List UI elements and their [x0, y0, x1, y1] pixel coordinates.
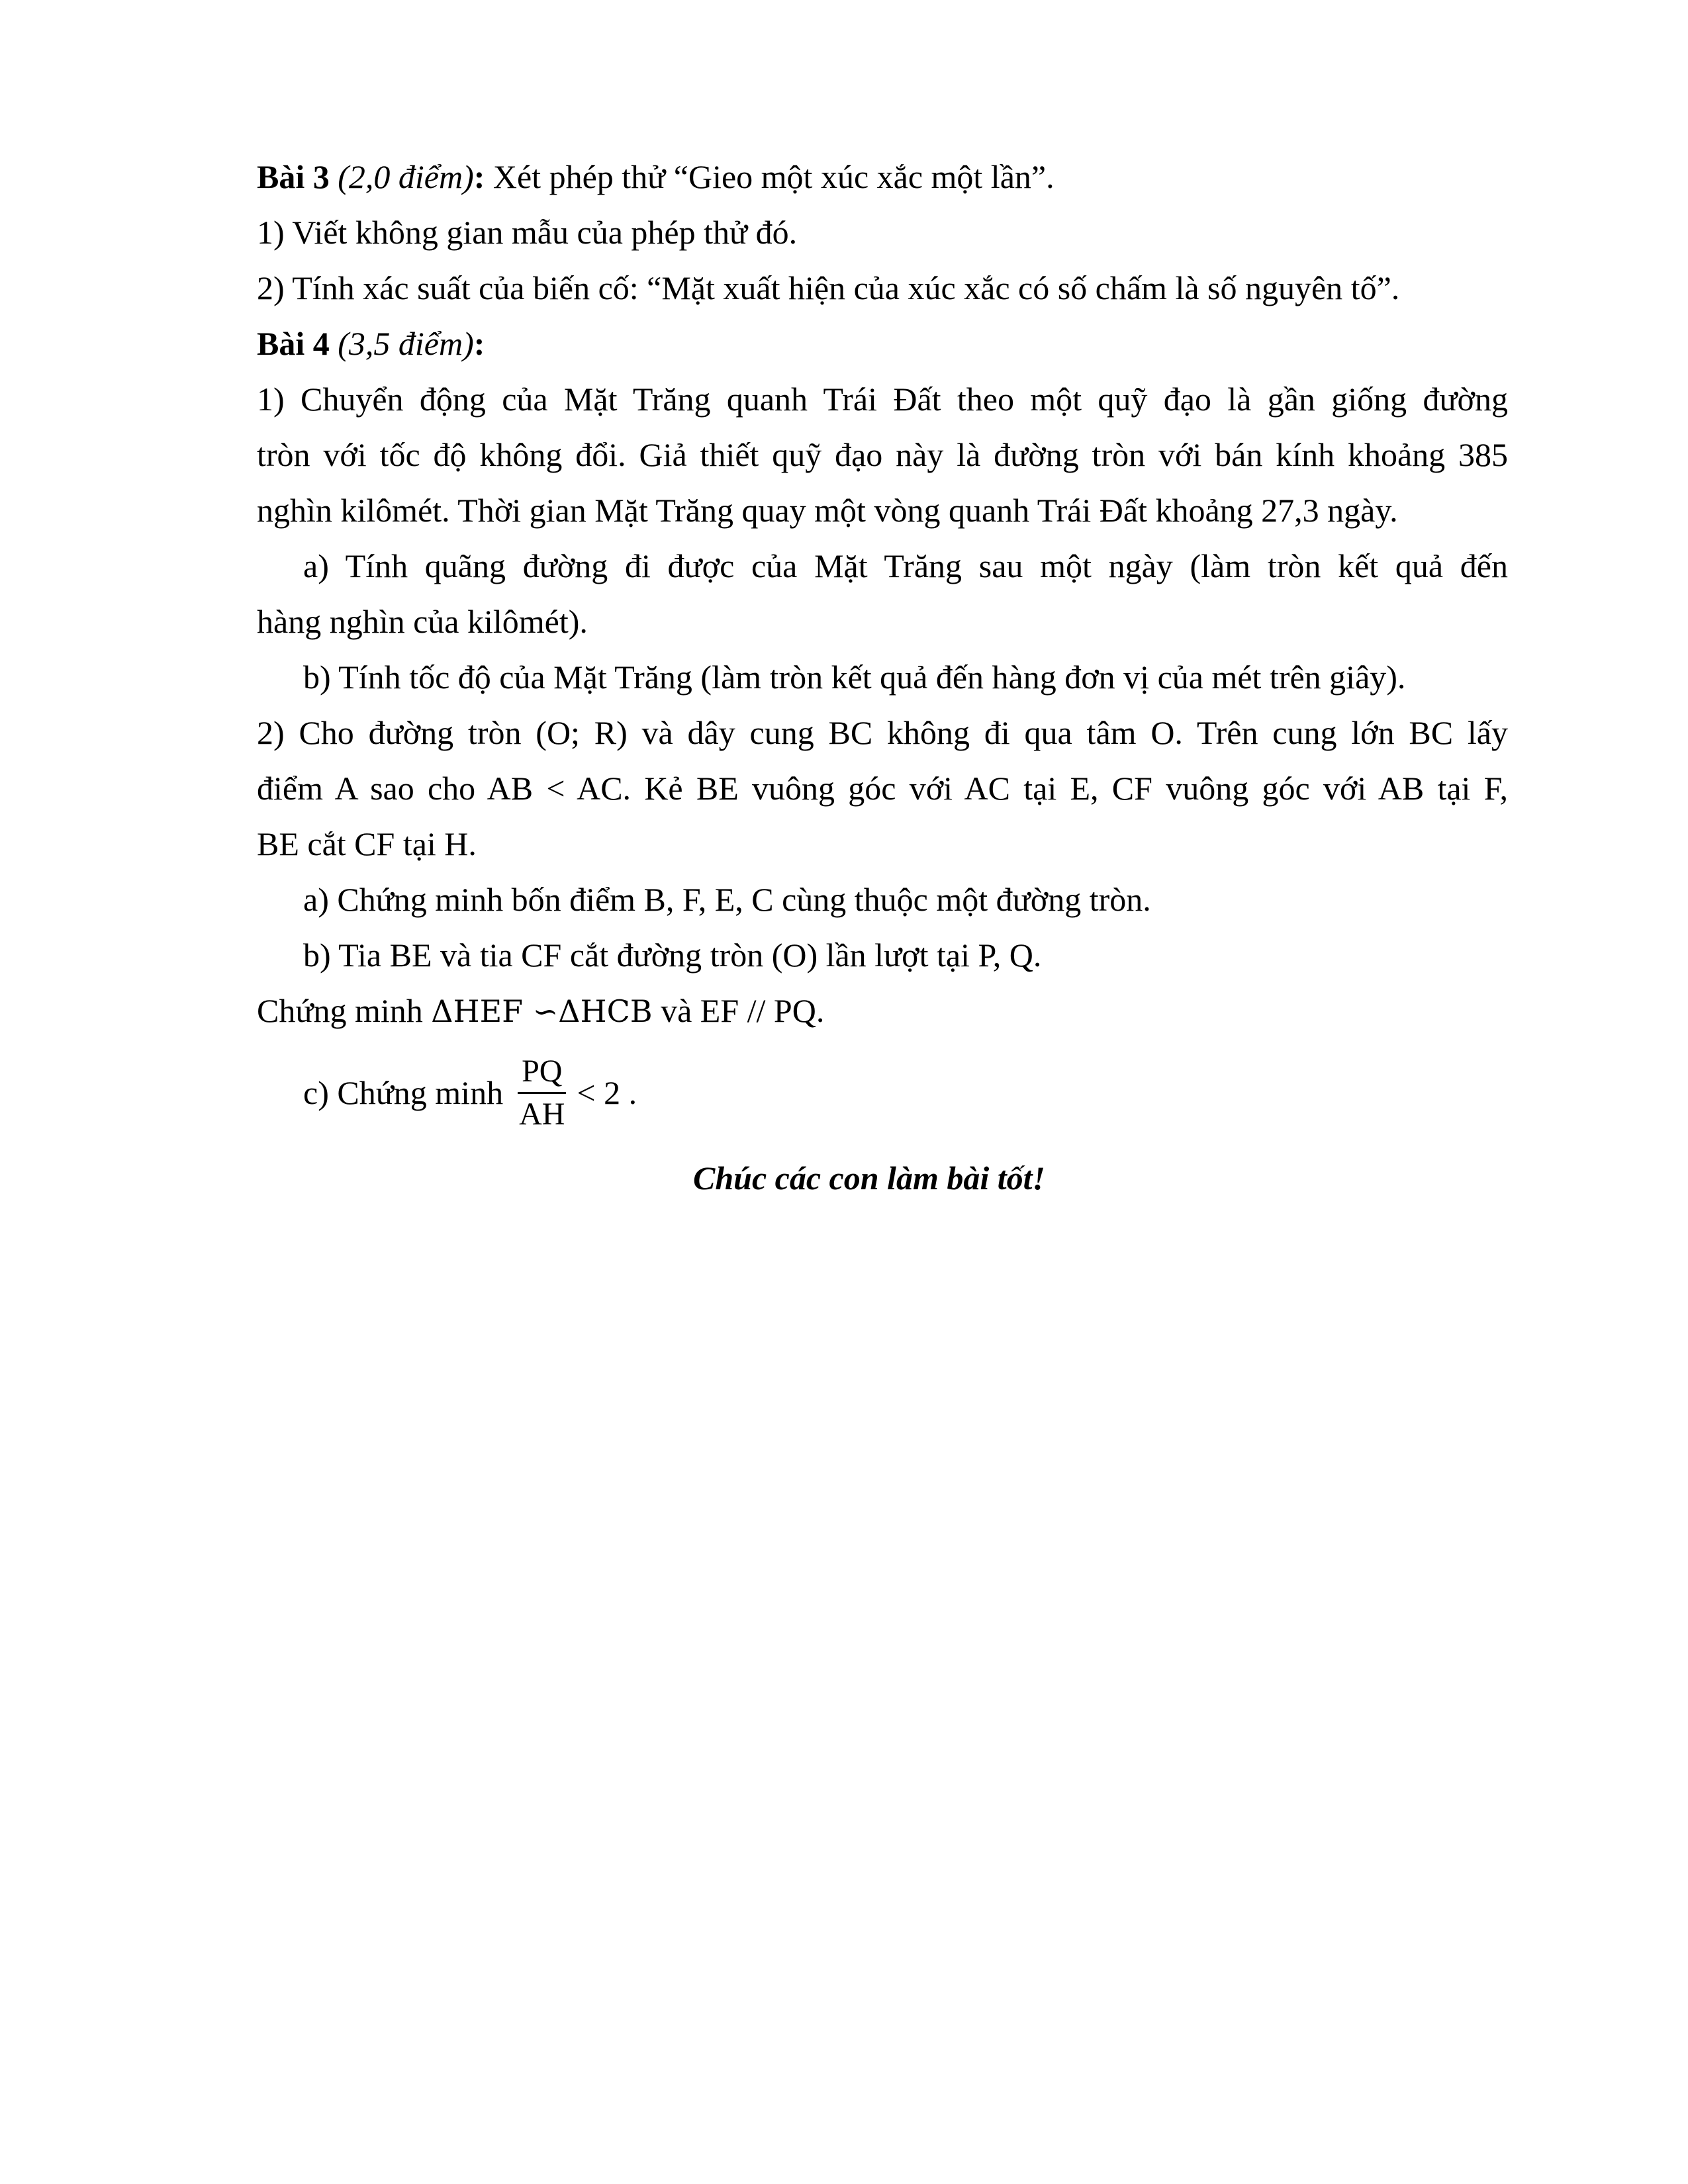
bai4-part1a-line2: hàng nghìn của kilômét).: [257, 603, 588, 640]
similar-triangles-expression: ΔHEF ∽ΔHCB: [431, 993, 653, 1029]
bai4-part2b-prove: [257, 983, 1508, 1039]
prove-suffix: và EF // PQ.: [652, 992, 825, 1029]
bai4-part2-line2: điểm A sao cho AB < AC. Kẻ BE vuông góc với AC tại E, CF vuông góc với AB tại F,: [257, 770, 1508, 807]
bai3-score: (2,0 điểm): [338, 158, 474, 195]
closing-message: Chúc các con làm bài tốt!: [693, 1160, 1045, 1197]
fraction-numerator: PQ: [518, 1051, 566, 1094]
bai4-part1-line1: 1) Chuyển động của Mặt Trăng quanh Trái Đất theo một quỹ đạo là gần giống đường: [257, 381, 1508, 418]
fraction-pq-over-ah: [515, 1051, 569, 1135]
exam-page: [257, 149, 1508, 1206]
bai3-colon: :: [473, 158, 485, 195]
bai4-colon: :: [473, 325, 485, 362]
bai4-part1a-line1: a) Tính quãng đường đi được của Mặt Trăng sau một ngày (làm tròn kết quả đến: [303, 547, 1508, 584]
bai4-part2-line1: 2) Cho đường tròn (O; R) và dây cung BC không đi qua tâm O. Trên cung lớn BC lấy: [257, 714, 1508, 751]
bai4-part2c: [257, 1043, 1508, 1142]
fraction-denominator: AH: [519, 1096, 565, 1132]
bai3-title: Bài 3: [257, 158, 330, 195]
bai4-part1-line2: tròn với tốc độ không đổi. Giả thiết quỹ đạo này là đường tròn với bán kính khoảng 385: [257, 436, 1508, 473]
bai3-question-2: 2) Tính xác suất của biến cố: “Mặt xuất hiện của xúc xắc có số chấm là số nguyên tố”.: [257, 269, 1400, 306]
bai3-intro: Xét phép thử “Gieo một xúc xắc một lần”.: [485, 158, 1055, 195]
part2c-prefix: c) Chứng minh: [303, 1074, 504, 1111]
bai4-part1b: b) Tính tốc độ của Mặt Trăng (làm tròn kết quả đến hàng đơn vị của mét trên giây).: [303, 659, 1406, 696]
bai4-title: Bài 4: [257, 325, 330, 362]
bai3-heading: [257, 149, 1508, 205]
part2c-suffix: < 2 .: [577, 1074, 637, 1111]
prove-prefix: Chứng minh: [257, 992, 432, 1029]
bai4-part2b: b) Tia BE và tia CF cắt đường tròn (O) lần lượt tại P, Q.: [303, 936, 1042, 974]
bai4-part2a: a) Chứng minh bốn điểm B, F, E, C cùng thuộc một đường tròn.: [303, 881, 1151, 918]
bai4-score: (3,5 điểm): [338, 325, 474, 362]
bai3-question-1: 1) Viết không gian mẫu của phép thử đó.: [257, 214, 798, 251]
bai4-part2-line3: BE cắt CF tại H.: [257, 825, 477, 862]
bai4-part1-line3: nghìn kilômét. Thời gian Mặt Trăng quay một vòng quanh Trái Đất khoảng 27,3 ngày.: [257, 492, 1398, 529]
bai4-heading: [257, 316, 1508, 371]
